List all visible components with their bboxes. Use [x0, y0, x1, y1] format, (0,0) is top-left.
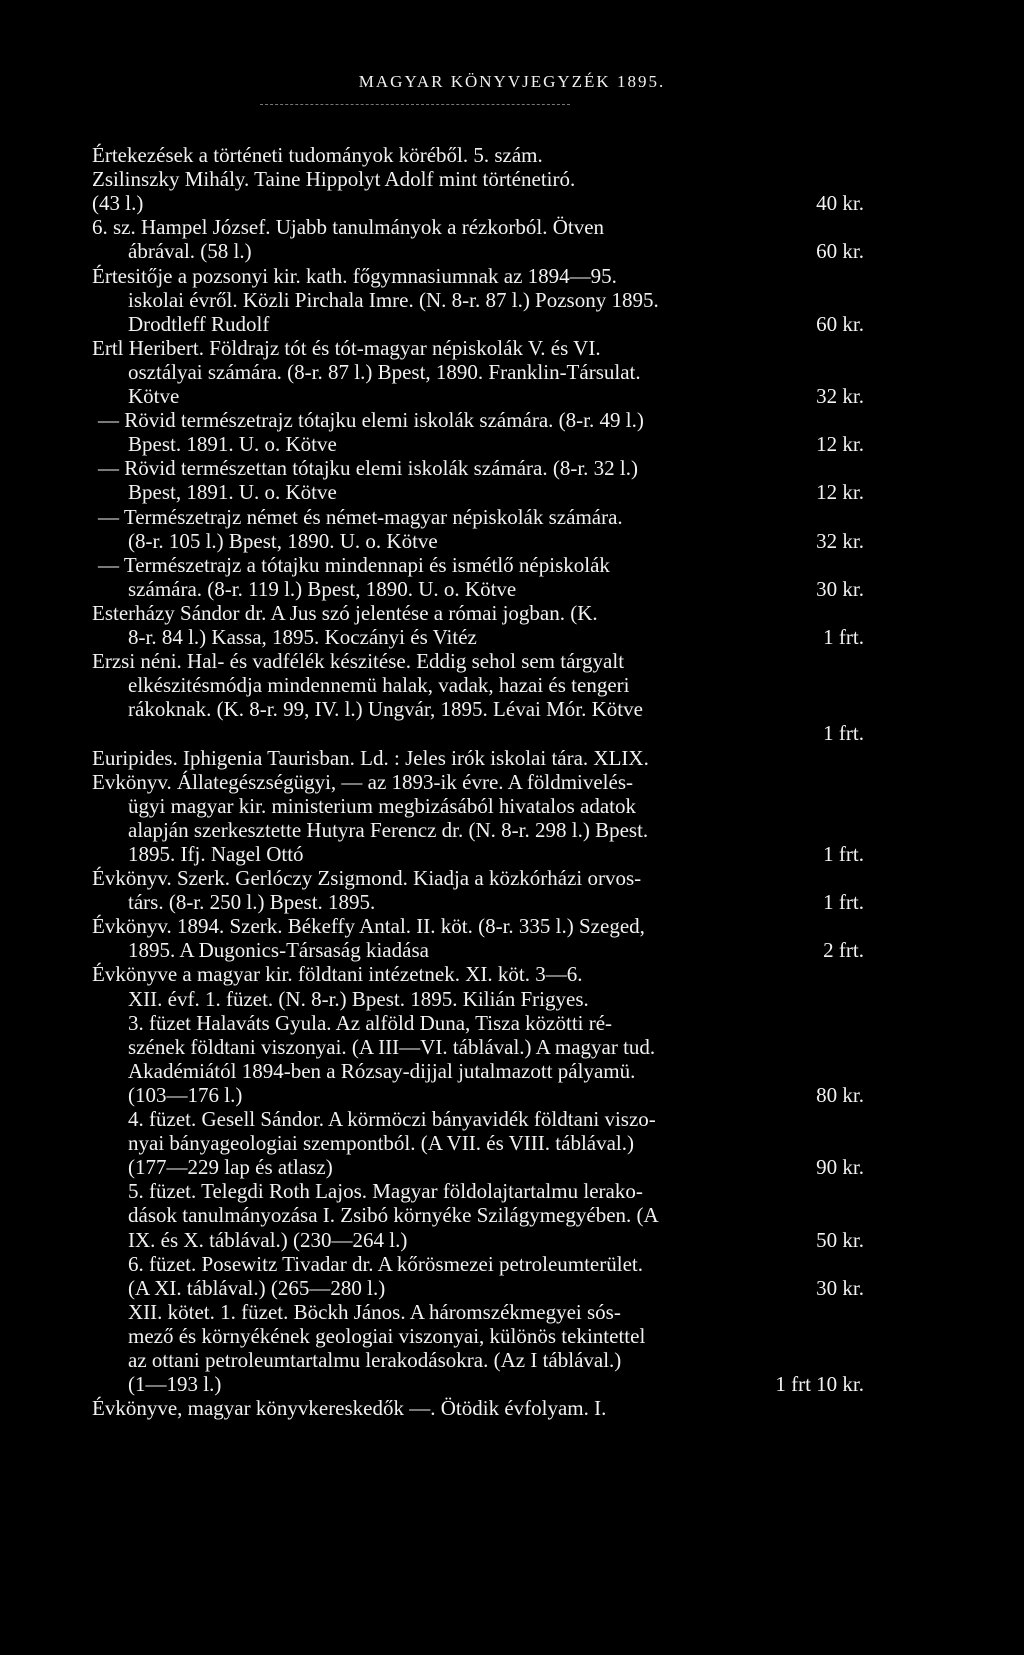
- entry-text: 4. füzet. Gesell Sándor. A körmöczi bányavidék földtani viszo-: [128, 1107, 656, 1131]
- entry-text: ügyi magyar kir. ministerium megbizásából hivatalos adatok: [128, 794, 636, 818]
- entry-text: 8-r. 84 l.) Kassa, 1895. Koczányi és Vitéz: [128, 625, 477, 649]
- entry-line: [128, 359, 864, 385]
- entry-text: Ertl Heribert. Földrajz tót és tót-magyar népiskolák V. és VI.: [92, 336, 601, 360]
- entry-price: 30 kr.: [816, 577, 864, 601]
- entry-text: rákoknak. (K. 8-r. 99, IV. l.) Ungvár, 1895. Lévai Mór. Kötve: [128, 697, 643, 721]
- entry-line: [128, 793, 864, 819]
- entry-line: [92, 769, 864, 795]
- entry-line: [128, 1178, 864, 1204]
- entry-price: 60 kr.: [816, 312, 864, 336]
- entry-line: [128, 238, 864, 264]
- entry-line: [128, 311, 864, 337]
- entry-text: az ottani petroleumtartalmu lerakodásokra. (Az I táblával.): [128, 1348, 622, 1372]
- entry-price: 40 kr.: [816, 191, 864, 215]
- entry-text: ábrával. (58 l.): [128, 239, 252, 263]
- entry-text: (177—229 lap és atlasz): [128, 1155, 333, 1179]
- entry-price: 1 frt.: [823, 625, 864, 649]
- entry-line: [128, 817, 864, 843]
- entry-line: [92, 961, 864, 987]
- entry-price: 12 kr.: [816, 432, 864, 456]
- entry-price: 1 frt 10 kr.: [775, 1372, 864, 1396]
- entry-price: 30 kr.: [816, 1276, 864, 1300]
- entry-text: Évkönyve a magyar kir. földtani intézetnek. XI. köt. 3—6.: [92, 962, 583, 986]
- entry-text: Euripides. Iphigenia Taurisban. Ld. : Jeles irók iskolai tára. XLIX.: [92, 746, 649, 770]
- entry-line: [128, 1227, 864, 1253]
- entry-line: [128, 383, 864, 409]
- entry-line: [92, 1395, 864, 1421]
- entry-line: [128, 720, 864, 746]
- entry-text: 6. sz. Hampel József. Ujabb tanulmányok a rézkorból. Ötven: [92, 215, 605, 239]
- entry-line: [128, 1106, 864, 1132]
- entry-text: XII. kötet. 1. füzet. Böckh János. A háromszékmegyei sós-: [128, 1300, 621, 1324]
- entry-text: 5. füzet. Telegdi Roth Lajos. Magyar földolajtartalmu lerako-: [128, 1179, 643, 1203]
- entry-line: [128, 479, 864, 505]
- entry-line: [92, 214, 864, 240]
- entry-text: osztályai számára. (8-r. 87 l.) Bpest, 1890. Franklin-Társulat.: [128, 360, 641, 384]
- entry-text: iskolai évről. Közli Pirchala Imre. (N. 8-r. 87 l.) Pozsony 1895.: [128, 288, 659, 312]
- entry-text: (1—193 l.): [128, 1372, 222, 1396]
- entry-price: 50 kr.: [816, 1228, 864, 1252]
- entry-line: [92, 745, 864, 771]
- entry-price: 60 kr.: [816, 239, 864, 263]
- entry-line: [128, 1034, 864, 1060]
- entry-text: nyai bányageologiai szempontból. (A VII. és VIII. táblával.): [128, 1131, 634, 1155]
- entry-line: [128, 1275, 864, 1301]
- entry-text: Bpest, 1891. U. o. Kötve: [128, 480, 337, 504]
- entry-price: 1 frt.: [823, 842, 864, 866]
- entry-line: [128, 624, 864, 650]
- entry-text: XII. évf. 1. füzet. (N. 8-r.) Bpest. 1895. Kilián Frigyes.: [128, 987, 589, 1011]
- entry-text: Akadémiától 1894-ben a Rózsay-dijjal jutalmazott pályamü.: [128, 1059, 636, 1083]
- entry-text: 1895. A Dugonics-Társaság kiadása: [128, 938, 429, 962]
- entry-line: [92, 600, 864, 626]
- entry-line: [128, 1371, 864, 1397]
- entry-text: Évkönyv. 1894. Szerk. Békeffy Antal. II. köt. (8-r. 335 l.) Szeged,: [92, 914, 645, 938]
- entry-line: [128, 986, 864, 1012]
- entry-text: elkészitésmódja mindennemü halak, vadak, hazai és tengeri: [128, 673, 630, 697]
- entry-text: számára. (8-r. 119 l.) Bpest, 1890. U. o. Kötve: [128, 577, 517, 601]
- entry-text: Kötve: [128, 384, 180, 408]
- entry-text: Értekezések a történeti tudományok köréből. 5. szám.: [92, 143, 543, 167]
- entry-text: Értesitője a pozsonyi kir. kath. főgymnasiumnak az 1894—95.: [92, 264, 617, 288]
- entry-line: [128, 1299, 864, 1325]
- entry-line: [128, 1154, 864, 1180]
- entry-text: — Rövid természetrajz tótajku elemi iskolák számára. (8-r. 49 l.): [98, 408, 644, 432]
- entry-line: [128, 431, 864, 457]
- entry-line: [128, 841, 864, 867]
- entry-text: társ. (8-r. 250 l.) Bpest. 1895.: [128, 890, 376, 914]
- entry-price: 32 kr.: [816, 384, 864, 408]
- entry-line: [128, 672, 864, 698]
- entry-text: Bpest. 1891. U. o. Kötve: [128, 432, 337, 456]
- entry-text: — Természetrajz a tótajku mindennapi és ismétlő népiskolák: [98, 553, 610, 577]
- entry-price: 2 frt.: [823, 938, 864, 962]
- entry-line: [128, 576, 864, 602]
- entry-text: 6. füzet. Posewitz Tivadar dr. A kőrösmezei petroleumterület.: [128, 1252, 643, 1276]
- entry-text: Erzsi néni. Hal- és vadfélék készitése. Eddig sehol sem tárgyalt: [92, 649, 625, 673]
- entry-text: 3. füzet Halaváts Gyula. Az alföld Duna, Tisza közötti ré-: [128, 1011, 613, 1035]
- entry-text: IX. és X. táblával.) (230—264 l.): [128, 1228, 408, 1252]
- entry-line: [92, 648, 864, 674]
- entry-text: dások tanulmányozása I. Zsibó környéke Szilágymegyében. (A: [128, 1203, 659, 1227]
- entry-line: [128, 1347, 864, 1373]
- entry-text: (103—176 l.): [128, 1083, 243, 1107]
- entry-text: — Rövid természettan tótajku elemi iskolák számára. (8-r. 32 l.): [98, 456, 639, 480]
- entry-line: [92, 263, 864, 289]
- entry-line: [128, 528, 864, 554]
- entry-line: [92, 166, 864, 192]
- entry-price: 1 frt.: [823, 890, 864, 914]
- entry-text: Évkönyv. Szerk. Gerlóczy Zsigmond. Kiadja a közkórházi orvos-: [92, 866, 642, 890]
- entry-price: 1 frt.: [823, 721, 864, 745]
- entry-text: — Természetrajz német és német-magyar népiskolák számára.: [98, 505, 623, 529]
- entry-line: [128, 1323, 864, 1349]
- entry-price: 12 kr.: [816, 480, 864, 504]
- entry-line: [128, 1202, 864, 1228]
- entry-price: 32 kr.: [816, 529, 864, 553]
- entry-line: [128, 937, 864, 963]
- entry-line: [128, 1058, 864, 1084]
- entry-line: [98, 504, 864, 530]
- entry-price: 80 kr.: [816, 1083, 864, 1107]
- entry-text: (A XI. táblával.) (265—280 l.): [128, 1276, 386, 1300]
- entry-text: (8-r. 105 l.) Bpest, 1890. U. o. Kötve: [128, 529, 438, 553]
- entry-price: 90 kr.: [816, 1155, 864, 1179]
- entry-line: [128, 1010, 864, 1036]
- entry-text: Évkönyve, magyar könyvkereskedők —. Ötödik évfolyam. I.: [92, 1396, 607, 1420]
- entry-line: [128, 1251, 864, 1277]
- entry-line: [128, 889, 864, 915]
- entry-line: [92, 335, 864, 361]
- header-rule: [260, 104, 570, 105]
- entry-line: [128, 1082, 864, 1108]
- entry-text: 1895. Ifj. Nagel Ottó: [128, 842, 304, 866]
- entry-line: [92, 865, 864, 891]
- entry-text: szének földtani viszonyai. (A III—VI. táblával.) A magyar tud.: [128, 1035, 656, 1059]
- entry-line: [98, 552, 864, 578]
- entry-line: [92, 913, 864, 939]
- entry-line: [92, 142, 864, 168]
- entry-line: [128, 287, 864, 313]
- entry-text: alapján szerkesztette Hutyra Ferencz dr. (N. 8-r. 298 l.) Bpest.: [128, 818, 649, 842]
- entry-line: [98, 455, 864, 481]
- entry-line: [98, 407, 864, 433]
- entry-text: (43 l.): [92, 191, 144, 215]
- entry-text: Esterházy Sándor dr. A Jus szó jelentése a római jogban. (K.: [92, 601, 598, 625]
- entry-line: [128, 696, 864, 722]
- entry-text: Drodtleff Rudolf: [128, 312, 270, 336]
- entry-text: Zsilinszky Mihály. Taine Hippolyt Adolf mint történetiró.: [92, 167, 576, 191]
- entry-text: mező és környékének geologiai viszonyai, különös tekintettel: [128, 1324, 646, 1348]
- entry-line: [92, 190, 864, 216]
- running-header: MAGYAR KÖNYVJEGYZÉK 1895.: [358, 72, 666, 91]
- entry-line: [128, 1130, 864, 1156]
- entry-text: Evkönyv. Állategészségügyi, — az 1893-ik évre. A földmivelés-: [92, 770, 634, 794]
